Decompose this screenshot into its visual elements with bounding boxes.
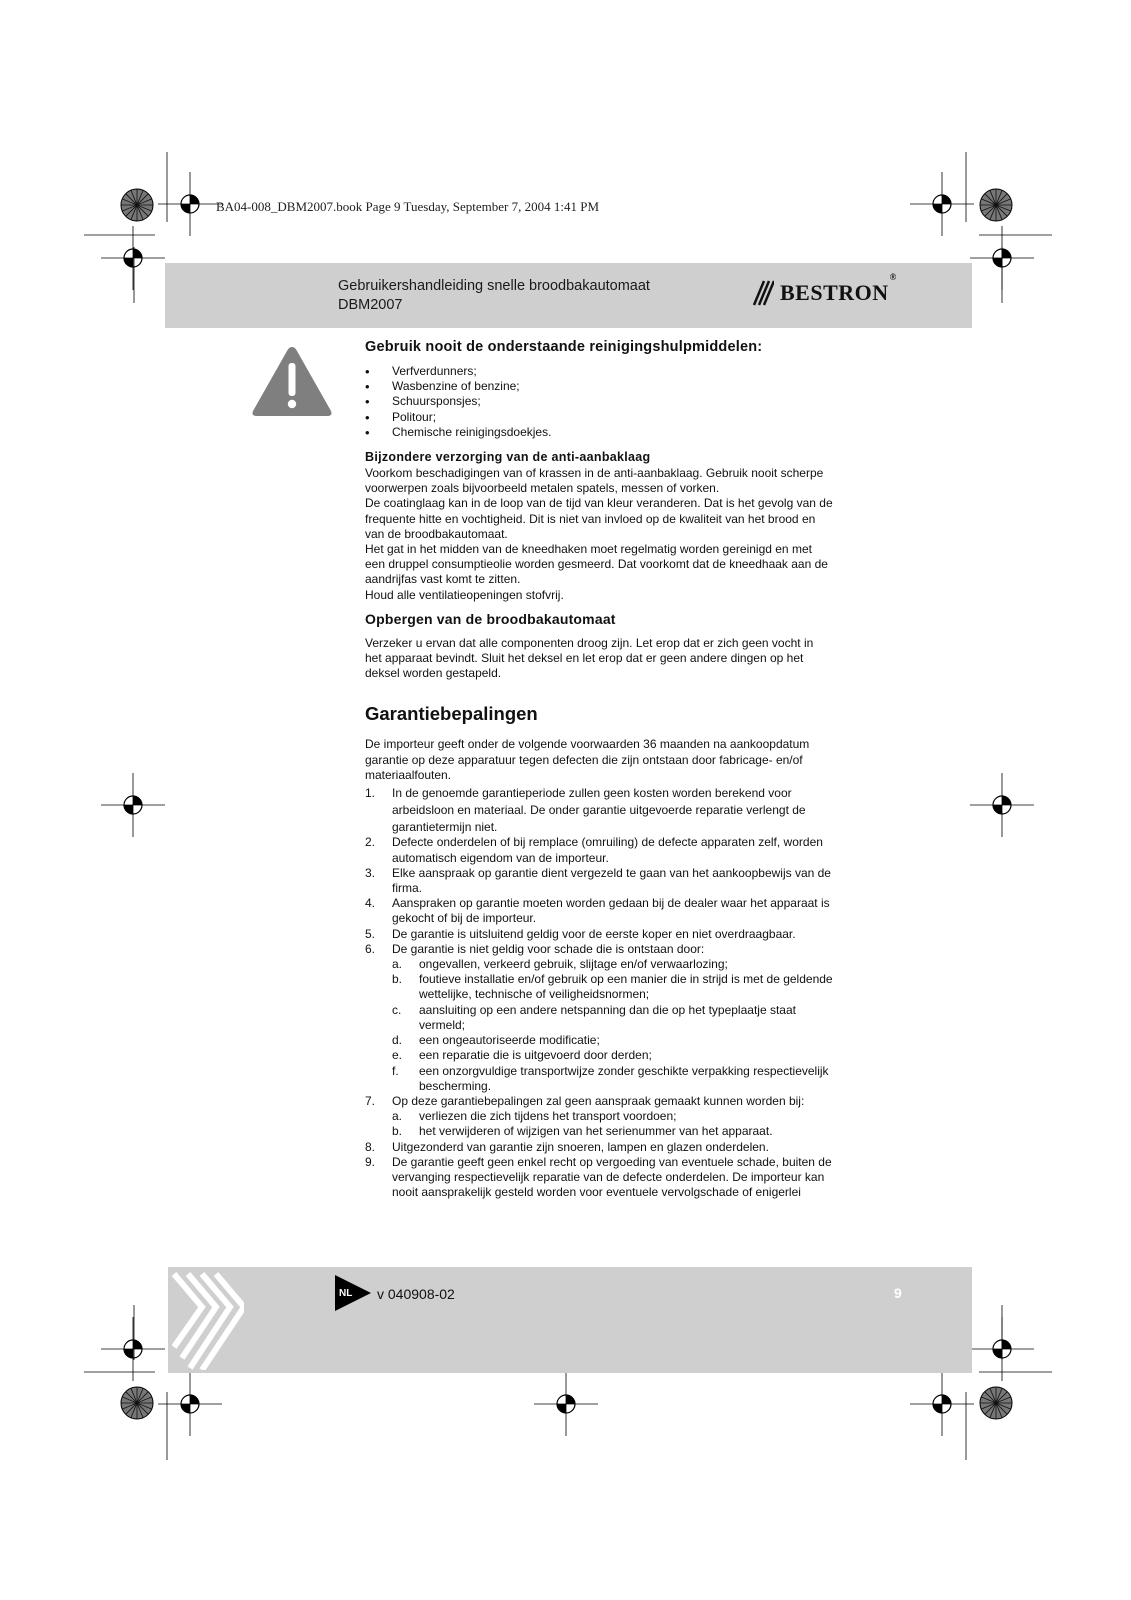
sub-list-item bbox=[392, 1124, 885, 1139]
text-line: wettelijke, technische of veiligheidsnormen; bbox=[419, 987, 650, 1002]
storage-text bbox=[365, 636, 885, 682]
item-number: 2. bbox=[365, 835, 376, 850]
chevron-stripes-icon bbox=[172, 1272, 244, 1370]
warranty-intro bbox=[365, 737, 885, 783]
text-line: Houd alle ventilatieopeningen stofvrij. bbox=[365, 587, 564, 602]
text-line: De importeur geeft onder de volgende voorwaarden 36 maanden na aankoopdatum bbox=[365, 737, 810, 752]
text-line: De coatinglaag kan in de loop van de tijd van kleur veranderen. Dat is het gevolg van de bbox=[365, 496, 833, 511]
text-line: garantie op deze apparatuur tegen defecten die zijn ontstaan door fabricage- en/of bbox=[365, 752, 803, 767]
text-line: Elke aanspraak op garantie dient vergezeld te gaan van het aankoopbewijs van de bbox=[392, 865, 831, 880]
text-line: bescherming. bbox=[419, 1078, 492, 1093]
manual-model: DBM2007 bbox=[338, 297, 403, 313]
list-item bbox=[365, 1094, 885, 1140]
text-line: een ongeautoriseerde modificatie; bbox=[419, 1033, 600, 1048]
text-line: voorwerpen zoals bijvoorbeeld metalen spatels, messen of vorken. bbox=[365, 481, 720, 496]
sub-list bbox=[392, 957, 885, 1094]
text-line: van de broodbakautomaat. bbox=[365, 526, 508, 541]
list-item: • Verfverdunners; bbox=[365, 364, 885, 379]
text-line: vervanging respectievelijk reparatie van de defecte onderdelen. De importeur kan bbox=[392, 1169, 825, 1184]
text-line: firma. bbox=[392, 881, 422, 896]
item-letter: e. bbox=[392, 1048, 403, 1063]
footer-band bbox=[168, 1267, 972, 1373]
document-version: v 040908-02 bbox=[377, 1286, 455, 1302]
text-line: automatisch eigendom van de importeur. bbox=[392, 850, 609, 865]
warranty-terms-list bbox=[365, 785, 885, 1200]
text-line: Verzeker u ervan dat alle componenten droog zijn. Let erop dat er zich geen vocht in bbox=[365, 635, 814, 650]
item-number: 6. bbox=[365, 941, 376, 956]
list-item: • Wasbenzine of benzine; bbox=[365, 379, 885, 394]
item-letter: b. bbox=[392, 1124, 403, 1139]
cleaning-agents-heading: Gebruik nooit de onderstaande reinigingshulpmiddelen: bbox=[365, 339, 763, 355]
text-line: De garantie is niet geldig voor schade die is ontstaan door: bbox=[392, 941, 705, 956]
list-item: • Chemische reinigingsdoekjes. bbox=[365, 425, 885, 440]
item-number: 3. bbox=[365, 865, 376, 880]
sub-list-item bbox=[392, 957, 885, 972]
text-line: verliezen die zich tijdens het transport voordoen; bbox=[419, 1109, 677, 1124]
list-item bbox=[365, 785, 885, 835]
item-number: 4. bbox=[365, 896, 376, 911]
text-line: De garantie is uitsluitend geldig voor de eerste koper en niet overdraagbaar. bbox=[392, 926, 796, 941]
text-line: deksel worden gestapeld. bbox=[365, 666, 502, 681]
text-line: Uitgezonderd van garantie zijn snoeren, lampen en glazen onderdelen. bbox=[392, 1139, 769, 1154]
coating-care-heading: Bijzondere verzorging van de anti-aanbaklaag bbox=[365, 450, 651, 465]
print-slug: BA04-008_DBM2007.book Page 9 Tuesday, September 7, 2004 1:41 PM bbox=[216, 199, 600, 214]
sub-list bbox=[392, 1109, 885, 1139]
item-number: 8. bbox=[365, 1139, 376, 1154]
item-letter: c. bbox=[392, 1002, 402, 1017]
cleaning-agents-list bbox=[365, 364, 885, 440]
list-item bbox=[365, 1140, 885, 1155]
text-line: materiaalfouten. bbox=[365, 767, 452, 782]
item-letter: d. bbox=[392, 1033, 403, 1048]
storage-heading: Opbergen van de broodbakautomaat bbox=[365, 610, 616, 627]
bestron-logo bbox=[752, 272, 897, 308]
logo-registered-mark: ® bbox=[889, 272, 897, 282]
text-line: arbeidsloon en materiaal. De onder garantie uitgevoerde reparatie verlengt de bbox=[392, 802, 806, 817]
list-item bbox=[365, 942, 885, 1094]
sub-list-item bbox=[392, 1048, 885, 1063]
sub-list-item bbox=[392, 1109, 885, 1124]
text-line: Voorkom beschadigingen van of krassen in de anti-aanbaklaag. Gebruik nooit scherpe bbox=[365, 466, 824, 481]
item-number: 9. bbox=[365, 1154, 376, 1169]
text-line: nooit aansprakelijk gesteld worden voor eventuele vervolgschade of enigerlei bbox=[392, 1185, 801, 1200]
warning-triangle-icon bbox=[250, 343, 334, 419]
item-number: 5. bbox=[365, 926, 376, 941]
page-number: 9 bbox=[894, 1285, 902, 1301]
coating-care-text bbox=[365, 466, 885, 603]
item-letter: f. bbox=[392, 1063, 399, 1078]
text-line: frequente hitte en vochtigheid. Dit is niet van invloed op de kwaliteit van het brood en bbox=[365, 511, 816, 526]
manual-title bbox=[338, 277, 650, 315]
text-line: vermeld; bbox=[419, 1017, 466, 1032]
text-line: garantietermijn niet. bbox=[392, 819, 498, 834]
text-line: een druppel consumptieolie worden gesmeerd. Dat voorkomt dat de kneedhaak aan de bbox=[365, 557, 828, 572]
text-line: het verwijderen of wijzigen van het serienummer van het apparaat. bbox=[419, 1124, 773, 1139]
list-item bbox=[365, 1155, 885, 1201]
text-line: Het gat in het midden van de kneedhaken moet regelmatig worden gereinigd en met bbox=[365, 542, 812, 557]
sub-list-item bbox=[392, 1064, 885, 1094]
text-line: Defecte onderdelen of bij remplace (omruiling) de defecte apparaten zelf, worden bbox=[392, 835, 823, 850]
text-line: De garantie geeft geen enkel recht op vergoeding van eventuele schade, buiten de bbox=[392, 1154, 832, 1169]
sub-list-item bbox=[392, 972, 885, 1002]
text-line: een reparatie die is uitgevoerd door derden; bbox=[419, 1048, 652, 1063]
manual-title-line1: Gebruikershandleiding snelle broodbakautomaat bbox=[338, 278, 650, 294]
list-item bbox=[365, 866, 885, 896]
logo-stripes-icon bbox=[752, 279, 774, 307]
language-code: NL bbox=[339, 1288, 353, 1299]
list-item bbox=[365, 896, 885, 926]
text-line: Aanspraken op garantie moeten worden gedaan bij de dealer waar het apparaat is bbox=[392, 896, 830, 911]
list-item bbox=[365, 927, 885, 942]
list-item: • Schuursponsjes; bbox=[365, 394, 885, 409]
sub-list-item bbox=[392, 1003, 885, 1033]
text-line: foutieve installatie en/of gebruik op een manier die in strijd is met de geldende bbox=[419, 972, 833, 987]
text-line: Op deze garantiebepalingen zal geen aanspraak gemaakt kunnen worden bij: bbox=[392, 1093, 805, 1108]
logo-text: BESTRON bbox=[780, 280, 889, 305]
logo-wordmark bbox=[780, 272, 897, 306]
sub-list-item bbox=[392, 1033, 885, 1048]
list-item: • Politour; bbox=[365, 410, 885, 425]
main-content bbox=[365, 339, 885, 1200]
item-number: 7. bbox=[365, 1093, 376, 1108]
text-line: het apparaat bevindt. Sluit het deksel en let erop dat er geen andere dingen op het bbox=[365, 651, 804, 666]
text-line: een onzorgvuldige transportwijze zonder geschikte verpakking respectievelijk bbox=[419, 1063, 829, 1078]
text-line: ongevallen, verkeerd gebruik, slijtage en/of verwaarlozing; bbox=[419, 957, 728, 972]
item-letter: b. bbox=[392, 972, 403, 987]
item-letter: a. bbox=[392, 957, 403, 972]
item-letter: a. bbox=[392, 1109, 403, 1124]
text-line: aansluiting op een andere netspanning dan die op het typeplaatje staat bbox=[419, 1002, 796, 1017]
item-number: 1. bbox=[365, 786, 376, 801]
list-item bbox=[365, 835, 885, 865]
text-line: aandrijfas vast komt te zitten. bbox=[365, 572, 521, 587]
text-line: gekocht of bij de importeur. bbox=[392, 911, 537, 926]
warranty-heading: Garantiebepalingen bbox=[365, 703, 538, 725]
text-line: In de genoemde garantieperiode zullen geen kosten worden berekend voor bbox=[392, 786, 792, 801]
